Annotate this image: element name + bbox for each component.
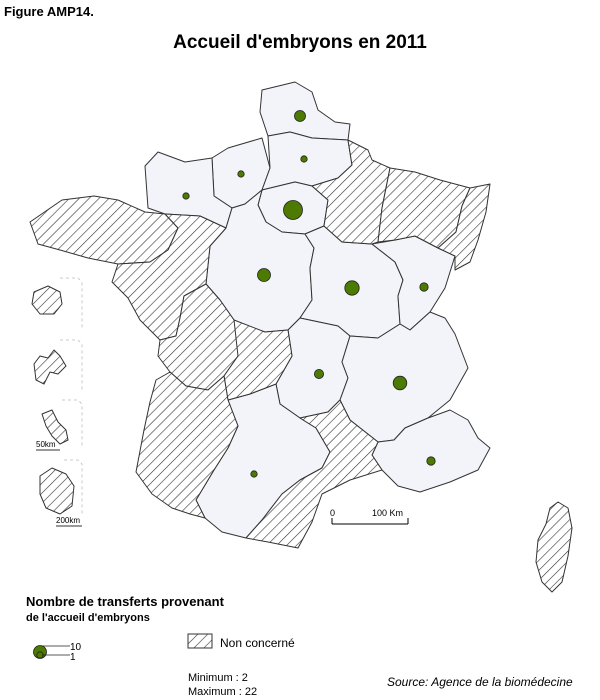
inset-la-reunion (32, 286, 62, 314)
region-corse (536, 502, 572, 592)
circle-midi-pyrenees (251, 471, 257, 477)
legend-subtitle: de l'accueil d'embryons (26, 612, 150, 624)
region-nord-pas-de-calais (260, 82, 350, 140)
legend-maximum: Maximum : 22 (188, 686, 258, 698)
scale-bar (332, 518, 408, 524)
legend-title: Nombre de transferts provenant (26, 594, 224, 609)
legend-circle-min: 1 (70, 652, 76, 663)
inset-guyane (40, 468, 74, 514)
inset-martinique (42, 410, 68, 444)
circle-centre (258, 269, 271, 282)
circle-rhone-alpes (393, 376, 407, 390)
legend-non-concerne: Non concerné (220, 636, 295, 650)
circle-haute-normandie (238, 171, 244, 177)
map-title: Accueil d'embryons en 2011 (173, 32, 427, 53)
circle-basse-normandie (183, 193, 189, 199)
legend-circle-symbol (34, 646, 71, 659)
circle-paca (427, 457, 435, 465)
inset-scale-a: 50km (36, 440, 56, 449)
scale-start-label: 0 (330, 508, 336, 518)
legend-hatch-swatch (188, 634, 212, 648)
scale-end-label: 100 Km (372, 508, 404, 518)
inset-scale-b: 200km (56, 516, 81, 525)
circle-auvergne (314, 369, 323, 378)
inset-guadeloupe (34, 350, 66, 384)
figure-label: Figure AMP14. (4, 4, 94, 19)
legend-circle-max: 10 (70, 642, 82, 653)
circle-bourgogne (345, 281, 359, 295)
circle-nord-pas-de-calais (295, 111, 306, 122)
circle-picardie (301, 156, 307, 162)
circle-ile-de-france (284, 201, 303, 220)
legend-minimum: Minimum : 2 (188, 672, 248, 684)
circle-franche-comte (420, 283, 428, 291)
source-note: Source: Agence de la biomédecine (387, 675, 573, 689)
